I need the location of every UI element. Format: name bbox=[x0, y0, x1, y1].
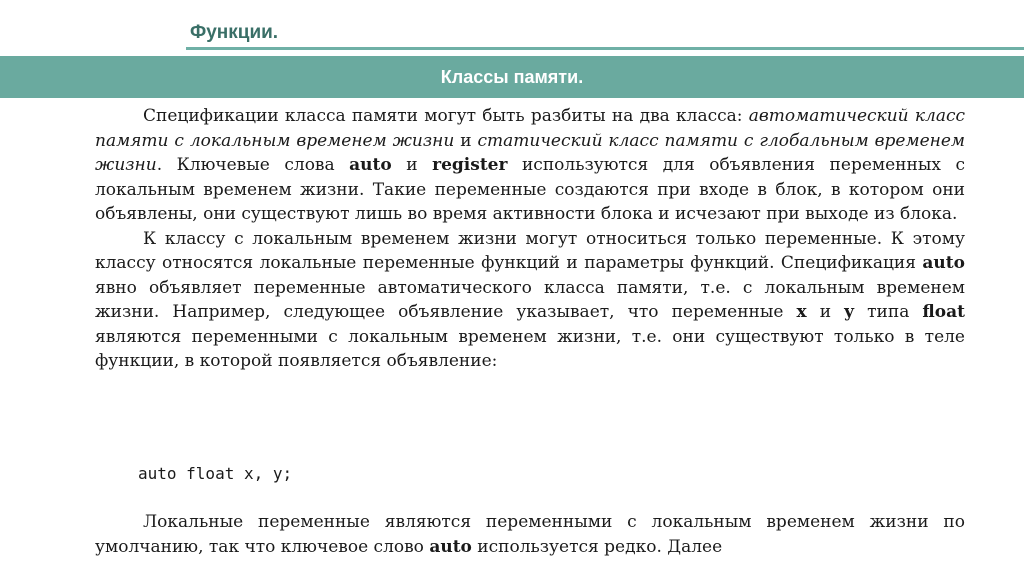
slide-title: Функции. bbox=[190, 22, 279, 43]
p2-keyword-3: y bbox=[844, 302, 855, 322]
title-divider bbox=[186, 47, 1024, 50]
paragraph-1 bbox=[95, 104, 965, 227]
body-text bbox=[95, 104, 965, 374]
p1-text-3: . Ключевые слова bbox=[156, 155, 350, 175]
p2-keyword-1: auto bbox=[922, 253, 965, 273]
p3-keyword-1: auto bbox=[429, 536, 472, 557]
p1-text-2: и bbox=[454, 130, 478, 151]
p2-text-2: явно объявляет переменные автоматического класса памяти, т.е. с локальным временем жизни. Например, следующее объявление указывает, что переменные bbox=[95, 277, 965, 322]
section-banner-label: Классы памяти. bbox=[440, 66, 584, 87]
p3-text-2: используется редко. Далее bbox=[471, 536, 723, 557]
p1-keyword-2: register bbox=[432, 155, 508, 175]
paragraph-2 bbox=[95, 227, 965, 374]
p2-keyword-2: x bbox=[796, 302, 807, 322]
p1-text-4: и bbox=[391, 155, 433, 175]
paragraph-3 bbox=[95, 510, 965, 559]
p1-text-1: Спецификации класса памяти могут быть разбиты на два класса: bbox=[143, 106, 749, 126]
body-text-continued bbox=[95, 510, 965, 559]
p1-italic-2: статический класс памяти с глобальным временем жизни bbox=[95, 130, 965, 175]
p2-text-1: К классу с локальным временем жизни могут относиться только переменные. К этому классу относятся локальные переменные функций и параметры функций. Спецификация bbox=[95, 228, 965, 273]
section-banner bbox=[0, 56, 1024, 98]
p3-text-1: Локальные переменные являются переменными с локальным временем жизни по умолчанию, так что ключевое слово bbox=[95, 512, 965, 557]
p1-italic-1: автоматический класс памяти с локальным временем жизни bbox=[95, 106, 965, 151]
p2-text-4: типа bbox=[854, 302, 923, 322]
p2-text-5: являются переменными с локальным временем жизни, т.е. они существуют только в теле функции, в которой появляется объявление: bbox=[95, 326, 965, 371]
p1-text-5: используются для объявления переменных с локальным временем жизни. Такие переменные создаются при входе в блок, в котором они объявлены, они существуют лишь во время активности блока и исчезают при выходе из блока. bbox=[95, 155, 965, 224]
code-sample: auto float x, y; bbox=[138, 464, 293, 483]
p2-text-3: и bbox=[806, 302, 845, 322]
p1-keyword-1: auto bbox=[349, 155, 392, 175]
p2-keyword-4: float bbox=[922, 302, 965, 322]
